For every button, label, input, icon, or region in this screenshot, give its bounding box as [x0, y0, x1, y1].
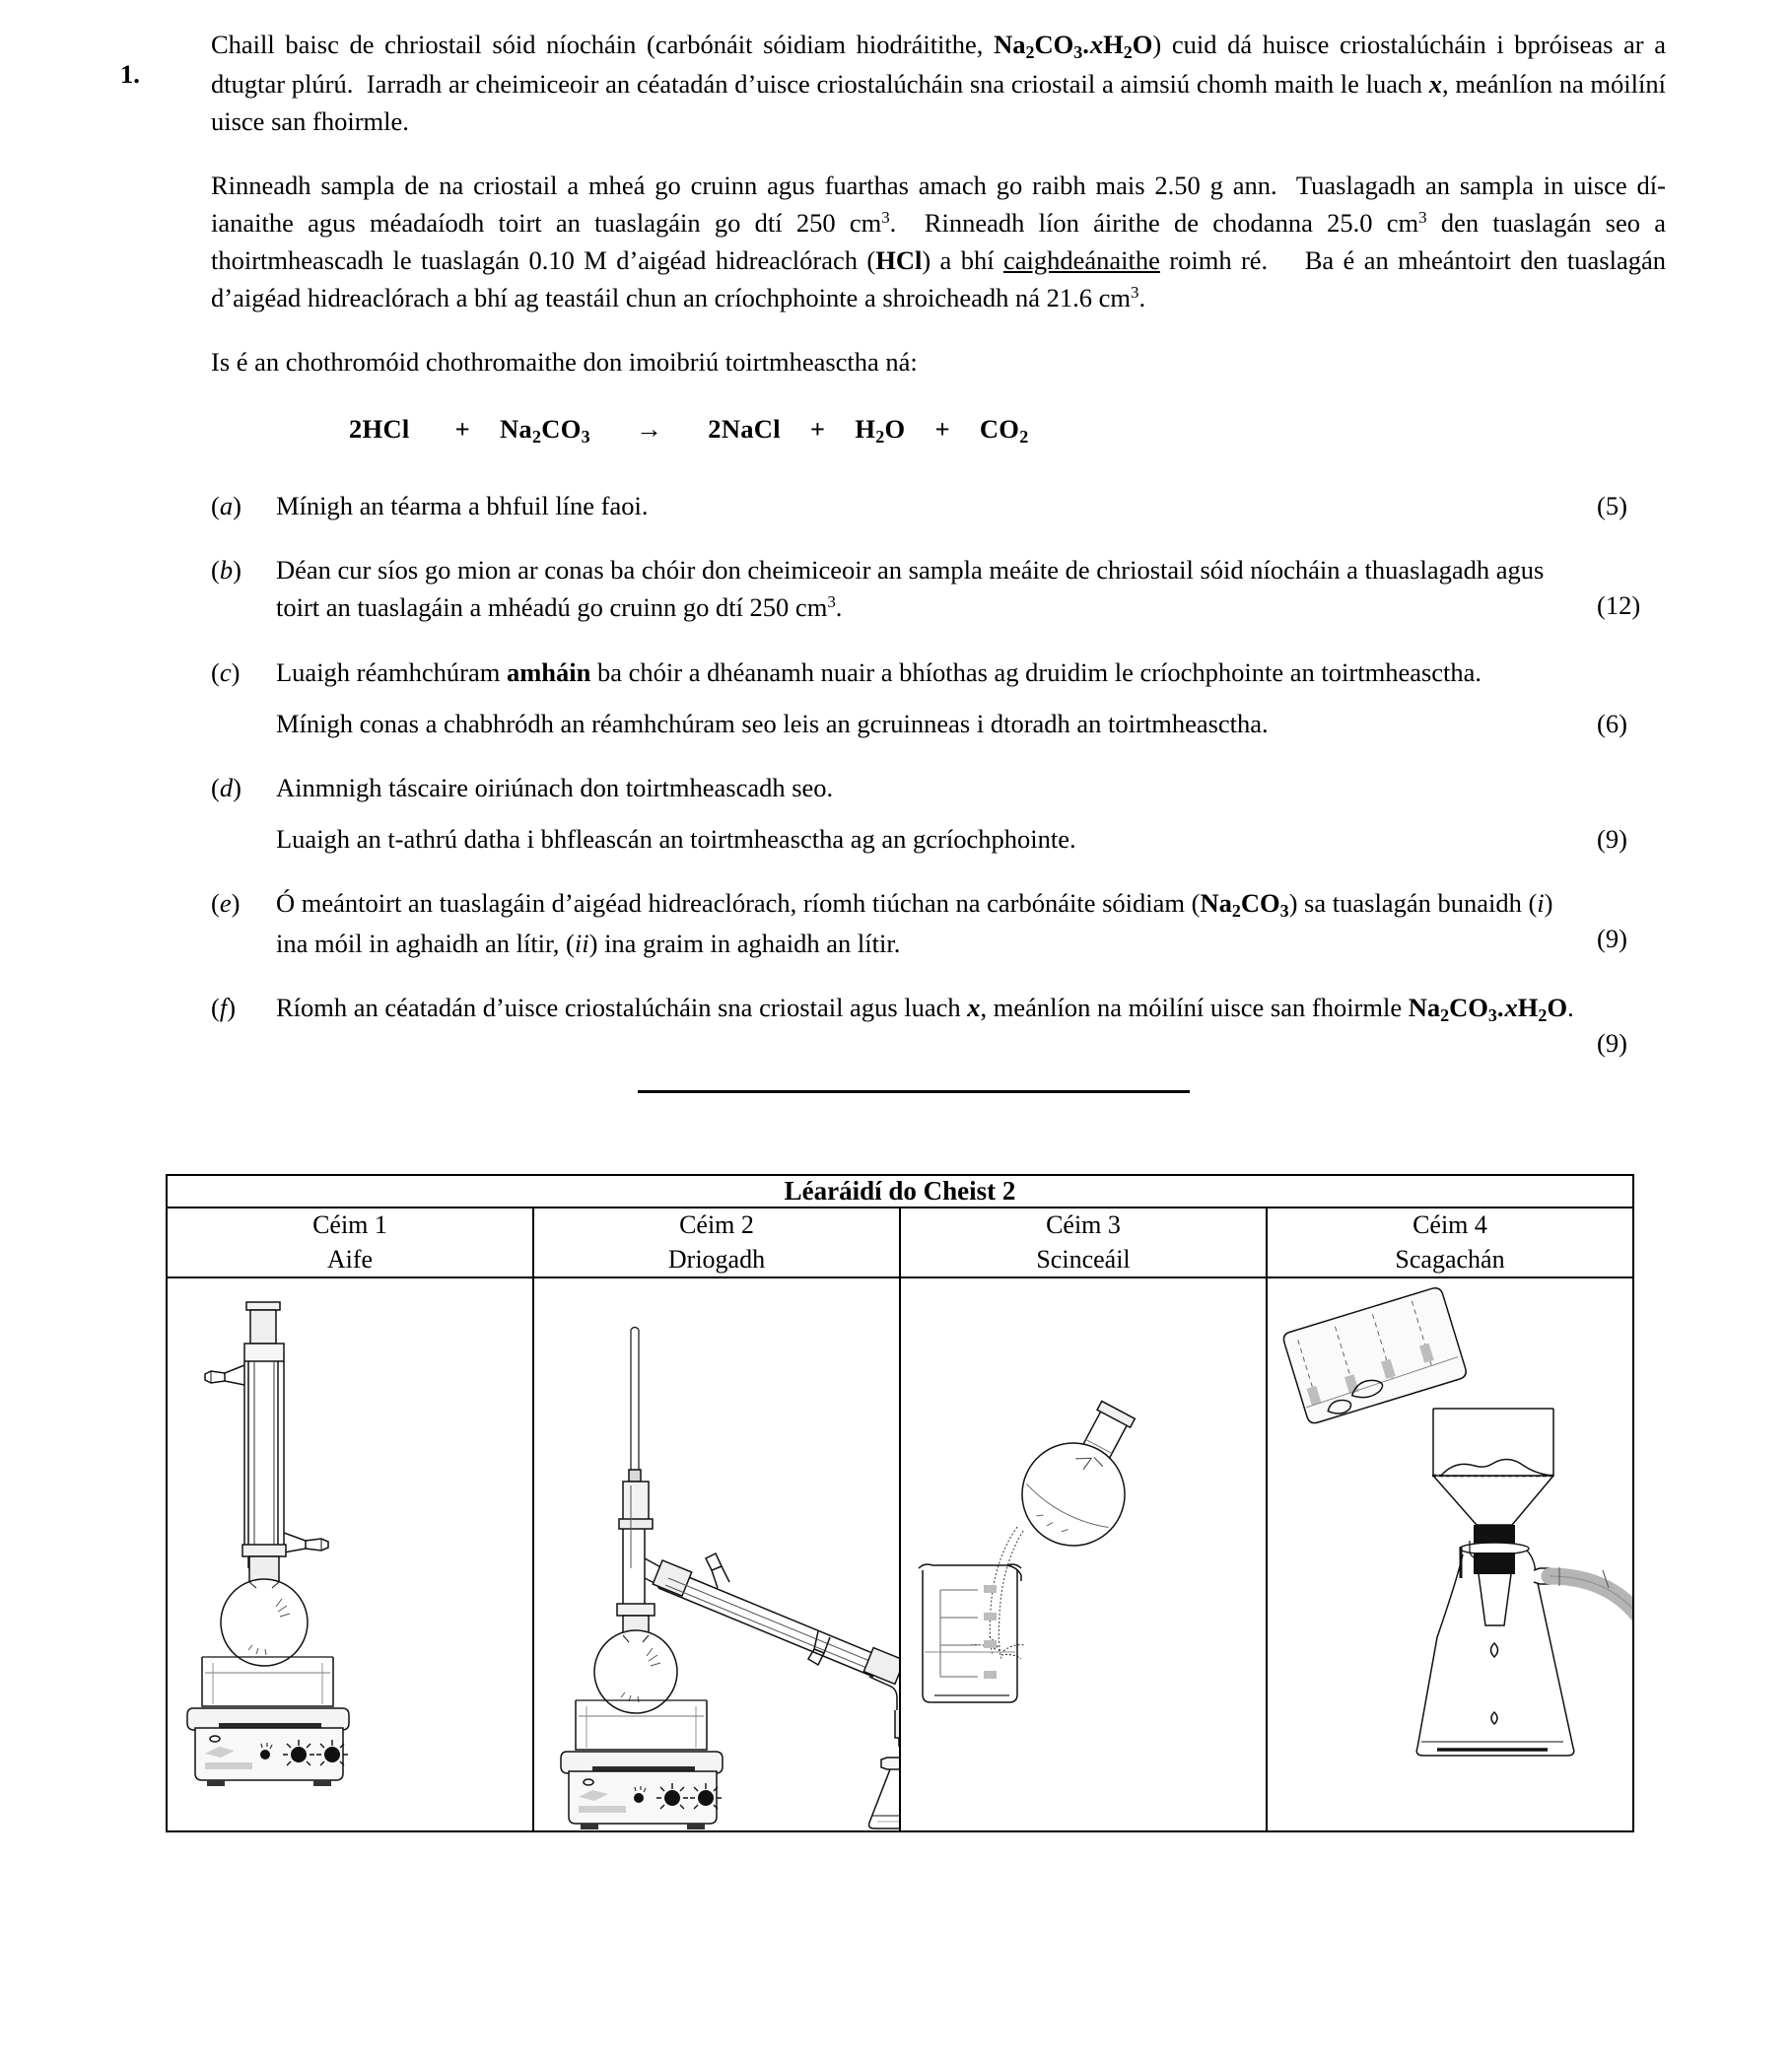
formula-sodium-carbonate-hydrate: $Na_2CO_3.xH_2O$	[994, 30, 1153, 63]
column-3-step: Céim 3	[1046, 1210, 1121, 1240]
column-1-name: Aife	[326, 1244, 374, 1274]
column-header-1	[167, 1208, 533, 1277]
sub-questions	[130, 487, 1666, 1059]
sub-question-e	[211, 884, 1666, 962]
sub-question-f	[211, 989, 1666, 1059]
sub-question-d	[211, 769, 1666, 858]
marks-f: (9)	[1597, 1028, 1627, 1059]
item-text-d-2: Luaigh an t-athrú datha i bhfleascán an toirtmheasctha ag an gcríochphointe.	[276, 824, 1076, 854]
item-text-d-1: Ainmnigh táscaire oiriúnach don toirtmheascadh seo.	[276, 772, 834, 802]
column-2-step: Céim 2	[679, 1210, 754, 1240]
reflux-apparatus-illustration	[168, 1282, 377, 1830]
vacuum-filtration-illustration	[1268, 1282, 1633, 1830]
diagram-table-wrapper	[166, 1174, 1634, 1832]
diagram-table	[166, 1174, 1634, 1832]
column-header-3	[900, 1208, 1267, 1277]
pouring-flask-into-beaker-illustration	[901, 1282, 1169, 1830]
item-text-e: Ó meántoirt an tuaslagáin d’aigéad hidreaclórach, ríomh tiúchan na carbónáite sóidiam $(Na_2CO_3)$ sa tuaslagán bunaidh (i) ina móil in aghaidh an lítir, (ii) ina graim in aghaidh an lítir.	[276, 888, 1553, 959]
item-letter-a: (a)	[211, 491, 241, 521]
marks-d: (9)	[1597, 824, 1627, 854]
section-divider	[638, 1090, 1190, 1093]
column-4-step: Céim 4	[1413, 1210, 1487, 1240]
marks-c: (6)	[1597, 708, 1627, 738]
question-1	[0, 26, 1792, 1059]
diagram-cell-distillation	[533, 1277, 900, 1831]
sub-question-b	[211, 551, 1666, 626]
diagram-table-title: Léaráidí do Cheist 2	[167, 1175, 1633, 1208]
marks-e: (9)	[1597, 924, 1627, 954]
item-letter-b: (b)	[211, 555, 241, 586]
question-stem-paragraph-2: Rinneadh sampla de na criostail a mheá go cruinn agus fuarthas amach go raibh mais 2.50 g ann. Tuaslagadh an sampla in uisce dí-ianaithe agus méadaíodh toirt an tuaslagáin go dtí 250 $cm^3$. Rinneadh líon áirithe de chodanna 25.0 $cm^3$ den tuaslagán seo a thoirtmheascadh le tuaslagán 0.10 M d’aigéad hidreaclórach (HCl) a bhí caighdeánaithe roimh ré. Ba é an mheántoirt den tuaslagán d’aigéad hidreaclórach a bhí ag teastáil chun an críochphointe a shroicheadh ná 21.6 $cm^3$.	[211, 170, 1667, 313]
item-letter-d: (d)	[211, 772, 241, 802]
balanced-equation: $2HCl + Na_2CO_3$ → 2NaCl + $H_2O + CO_2$	[349, 414, 1029, 448]
question-stem-paragraph-1: Chaill baisc de chriostail sóid níocháin (carbónáit sóidiam hiodráitithe, $Na_2CO_3.xH_2O$) cuid dá huisce criostalúcháin i bpróiseas ar a dtugtar plúrú. Iarradh ar cheimiceoir an céatadán d’uisce criostalúcháin sna criostail a aimsiú chomh maith le luach x, meánlíon na móilíní uisce san fhoirmle.	[211, 30, 1667, 137]
marks-b: (12)	[1597, 590, 1641, 621]
item-text-c-2: Mínigh conas a chabhródh an réamhchúram seo leis an gcruinneas i dtoradh an toirtmheasctha.	[276, 708, 1269, 738]
sub-question-a	[211, 487, 1666, 524]
question-stem-paragraph-3: Is é an chothromóid chothromaithe don imoibriú toirtmheasctha ná:	[211, 346, 918, 377]
marks-a: (5)	[1597, 491, 1627, 521]
column-1-step: Céim 1	[312, 1210, 387, 1240]
diagram-cell-filtration	[1267, 1277, 1633, 1831]
item-text-c-1: Luaigh réamhchúram amháin ba chóir a dhéanamh nuair a bhíothas ag druidim le críochphointe an toirtmheasctha.	[276, 656, 1482, 687]
item-text-b: Déan cur síos go mion ar conas ba chóir don cheimiceoir an sampla meáite de chriostail sóid níocháin a thuaslagadh agus toirt an tuaslagáin a mhéadú go cruinn go dtí 250 $cm^3$.	[276, 555, 1545, 623]
column-3-name: Scinceáil	[1036, 1244, 1131, 1274]
item-letter-e: (e)	[211, 888, 241, 919]
column-header-2	[533, 1208, 900, 1277]
item-letter-c: (c)	[211, 656, 241, 687]
diagram-cell-reflux	[167, 1277, 533, 1831]
question-number: 1.	[120, 59, 140, 89]
distillation-apparatus-illustration	[534, 1282, 900, 1830]
variable-x: x	[1428, 69, 1443, 100]
sub-question-c	[211, 654, 1666, 742]
item-letter-f: (f)	[211, 993, 237, 1023]
diagram-cell-decanting	[900, 1277, 1267, 1831]
column-header-4	[1267, 1208, 1633, 1277]
column-4-name: Scagachán	[1395, 1244, 1505, 1274]
item-text-a: Mínigh an téarma a bhfuil líne faoi.	[276, 491, 649, 521]
item-text-f: Ríomh an céatadán d’uisce criostalúcháin sna criostail agus luach x, meánlíon na móilíní uisce san fhoirmle $Na_2CO_3.xH_2O$.	[276, 993, 1574, 1026]
column-2-name: Driogadh	[667, 1244, 766, 1274]
